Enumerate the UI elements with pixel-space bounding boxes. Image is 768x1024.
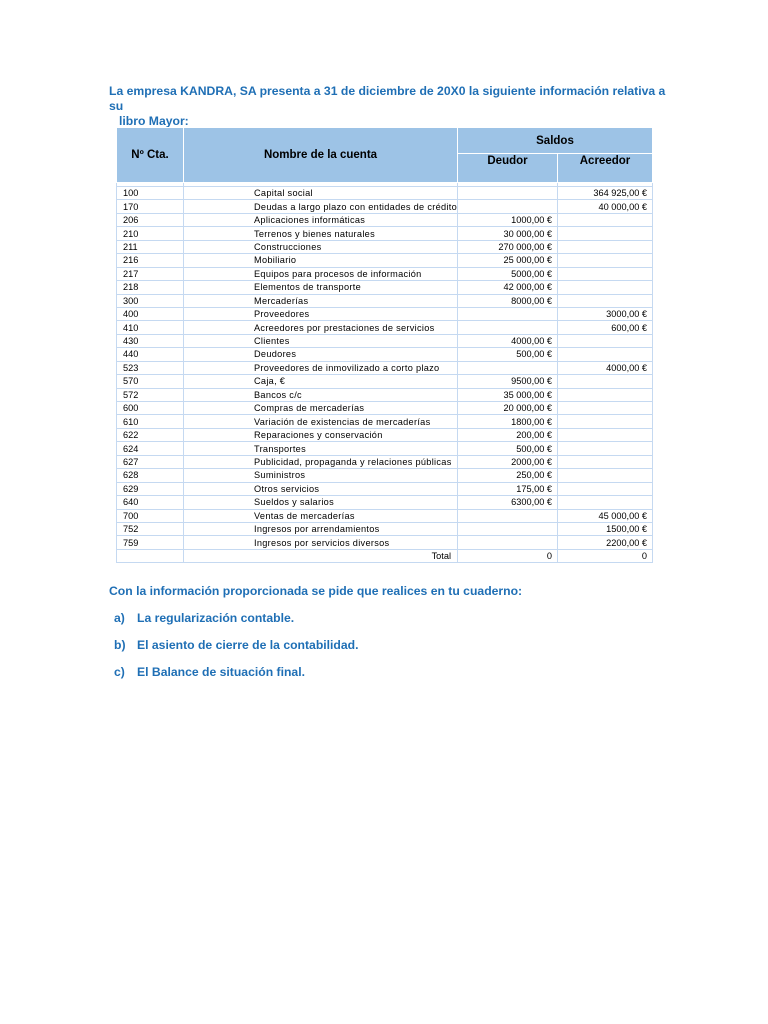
table-row [117,281,653,294]
table-row [117,469,653,482]
deudor-cell: 1000,00 € [458,213,558,226]
acreedor-cell [558,294,653,307]
account-name-cell: Deudores [184,348,458,361]
acreedor-cell [558,348,653,361]
deudor-cell: 250,00 € [458,469,558,482]
intro-paragraph [109,84,669,129]
task-marker: a) [114,611,125,625]
task-list [114,611,358,692]
account-number-cell: 572 [117,388,184,401]
deudor-cell: 175,00 € [458,482,558,495]
acreedor-cell [558,482,653,495]
header-saldos: Saldos [458,128,653,154]
table-row [117,442,653,455]
total-row [117,549,653,562]
deudor-cell: 5000,00 € [458,267,558,280]
question-text: Con la información proporcionada se pide que realices en tu cuaderno: [109,584,523,598]
acreedor-cell: 364 925,00 € [558,187,653,200]
acreedor-cell [558,240,653,253]
account-name-cell: Caja, € [184,375,458,388]
table-row [117,267,653,280]
table-row [117,321,653,334]
deudor-cell: 500,00 € [458,442,558,455]
deudor-cell [458,307,558,320]
account-name-cell: Ingresos por servicios diversos [184,536,458,549]
acreedor-cell [558,442,653,455]
total-label: Total [184,549,458,562]
account-name-cell: Elementos de transporte [184,281,458,294]
account-number-cell: 570 [117,375,184,388]
account-number-cell: 759 [117,536,184,549]
account-number-cell: 523 [117,361,184,374]
account-name-cell: Proveedores [184,307,458,320]
account-name-cell: Reparaciones y conservación [184,428,458,441]
deudor-cell: 35 000,00 € [458,388,558,401]
deudor-cell [458,361,558,374]
deudor-cell: 2000,00 € [458,455,558,468]
total-deudor: 0 [458,549,558,562]
account-name-cell: Ingresos por arrendamientos [184,522,458,535]
account-number-cell: 211 [117,240,184,253]
acreedor-cell [558,213,653,226]
account-number-cell: 628 [117,469,184,482]
account-name-cell: Clientes [184,334,458,347]
task-text: El asiento de cierre de la contabilidad. [137,638,359,652]
task-text: La regularización contable. [137,611,295,625]
acreedor-cell [558,469,653,482]
account-number-cell: 440 [117,348,184,361]
account-number-cell: 170 [117,200,184,213]
acreedor-cell: 40 000,00 € [558,200,653,213]
deudor-cell: 9500,00 € [458,375,558,388]
table-row [117,455,653,468]
header-account-number: Nº Cta. [117,128,184,183]
account-number-cell: 400 [117,307,184,320]
table-row [117,240,653,253]
acreedor-cell [558,375,653,388]
acreedor-cell [558,402,653,415]
deudor-cell [458,200,558,213]
deudor-cell: 1800,00 € [458,415,558,428]
header-deudor: Deudor [458,154,558,183]
deudor-cell: 200,00 € [458,428,558,441]
acreedor-cell: 2200,00 € [558,536,653,549]
table-row [117,187,653,200]
account-number-cell: 700 [117,509,184,522]
task-item [114,611,358,638]
acreedor-cell [558,455,653,468]
account-number-cell: 210 [117,227,184,240]
task-item [114,638,358,665]
deudor-cell: 8000,00 € [458,294,558,307]
total-acreedor: 0 [558,549,653,562]
account-name-cell: Bancos c/c [184,388,458,401]
intro-line-1: La empresa KANDRA, SA presenta a 31 de diciembre de 20X0 la siguiente información relativa a su [109,84,666,113]
table-row [117,294,653,307]
deudor-cell: 4000,00 € [458,334,558,347]
table-row [117,536,653,549]
account-number-cell: 752 [117,522,184,535]
account-name-cell: Sueldos y salarios [184,496,458,509]
table-row [117,482,653,495]
acreedor-cell: 4000,00 € [558,361,653,374]
acreedor-cell [558,267,653,280]
table-row [117,307,653,320]
ledger-table [116,127,653,563]
account-number-cell: 624 [117,442,184,455]
table-row [117,522,653,535]
table-row [117,375,653,388]
deudor-cell: 500,00 € [458,348,558,361]
acreedor-cell: 45 000,00 € [558,509,653,522]
deudor-cell: 30 000,00 € [458,227,558,240]
deudor-cell [458,187,558,200]
account-number-cell: 622 [117,428,184,441]
deudor-cell: 20 000,00 € [458,402,558,415]
table-row [117,388,653,401]
acreedor-cell: 600,00 € [558,321,653,334]
task-item [114,665,358,692]
deudor-cell [458,536,558,549]
acreedor-cell: 1500,00 € [558,522,653,535]
account-number-cell: 640 [117,496,184,509]
intro-line-2: libro Mayor: [119,114,189,128]
deudor-cell: 6300,00 € [458,496,558,509]
account-number-cell: 610 [117,415,184,428]
header-account-name: Nombre de la cuenta [184,128,458,183]
acreedor-cell [558,428,653,441]
account-number-cell: 300 [117,294,184,307]
acreedor-cell [558,227,653,240]
ledger-table-header [117,128,653,183]
account-name-cell: Terrenos y bienes naturales [184,227,458,240]
account-name-cell: Acreedores por prestaciones de servicios [184,321,458,334]
task-text: El Balance de situación final. [137,665,305,679]
acreedor-cell [558,496,653,509]
account-number-cell: 410 [117,321,184,334]
account-number-cell: 217 [117,267,184,280]
account-name-cell: Mobiliario [184,254,458,267]
account-name-cell: Capital social [184,187,458,200]
deudor-cell: 42 000,00 € [458,281,558,294]
acreedor-cell: 3000,00 € [558,307,653,320]
account-number-cell: 100 [117,187,184,200]
account-name-cell: Variación de existencias de mercaderías [184,415,458,428]
account-number-cell: 430 [117,334,184,347]
account-name-cell: Suministros [184,469,458,482]
deudor-cell: 270 000,00 € [458,240,558,253]
account-name-cell: Mercaderías [184,294,458,307]
table-row [117,334,653,347]
account-number-cell: 627 [117,455,184,468]
account-name-cell: Construcciones [184,240,458,253]
table-row [117,348,653,361]
table-row [117,496,653,509]
deudor-cell [458,509,558,522]
account-name-cell: Deudas a largo plazo con entidades de crédito [184,200,458,213]
table-row [117,509,653,522]
account-name-cell: Aplicaciones informáticas [184,213,458,226]
deudor-cell: 25 000,00 € [458,254,558,267]
table-row [117,200,653,213]
header-acreedor: Acreedor [558,154,653,183]
task-marker: b) [114,638,126,652]
account-number-cell: 216 [117,254,184,267]
deudor-cell [458,321,558,334]
acreedor-cell [558,415,653,428]
account-name-cell: Publicidad, propaganda y relaciones públicas [184,455,458,468]
account-name-cell: Otros servicios [184,482,458,495]
table-row [117,402,653,415]
acreedor-cell [558,281,653,294]
table-row [117,428,653,441]
deudor-cell [458,522,558,535]
table-row [117,415,653,428]
table-row [117,361,653,374]
acreedor-cell [558,388,653,401]
account-number-cell: 600 [117,402,184,415]
account-name-cell: Proveedores de inmovilizado a corto plazo [184,361,458,374]
table-row [117,213,653,226]
account-name-cell: Ventas de mercaderías [184,509,458,522]
table-row [117,227,653,240]
account-name-cell: Transportes [184,442,458,455]
account-name-cell: Compras de mercaderías [184,402,458,415]
account-name-cell: Equipos para procesos de información [184,267,458,280]
ledger-table-body [117,183,653,550]
account-number-cell: 206 [117,213,184,226]
acreedor-cell [558,334,653,347]
task-marker: c) [114,665,125,679]
account-number-cell: 218 [117,281,184,294]
table-row [117,254,653,267]
acreedor-cell [558,254,653,267]
account-number-cell: 629 [117,482,184,495]
